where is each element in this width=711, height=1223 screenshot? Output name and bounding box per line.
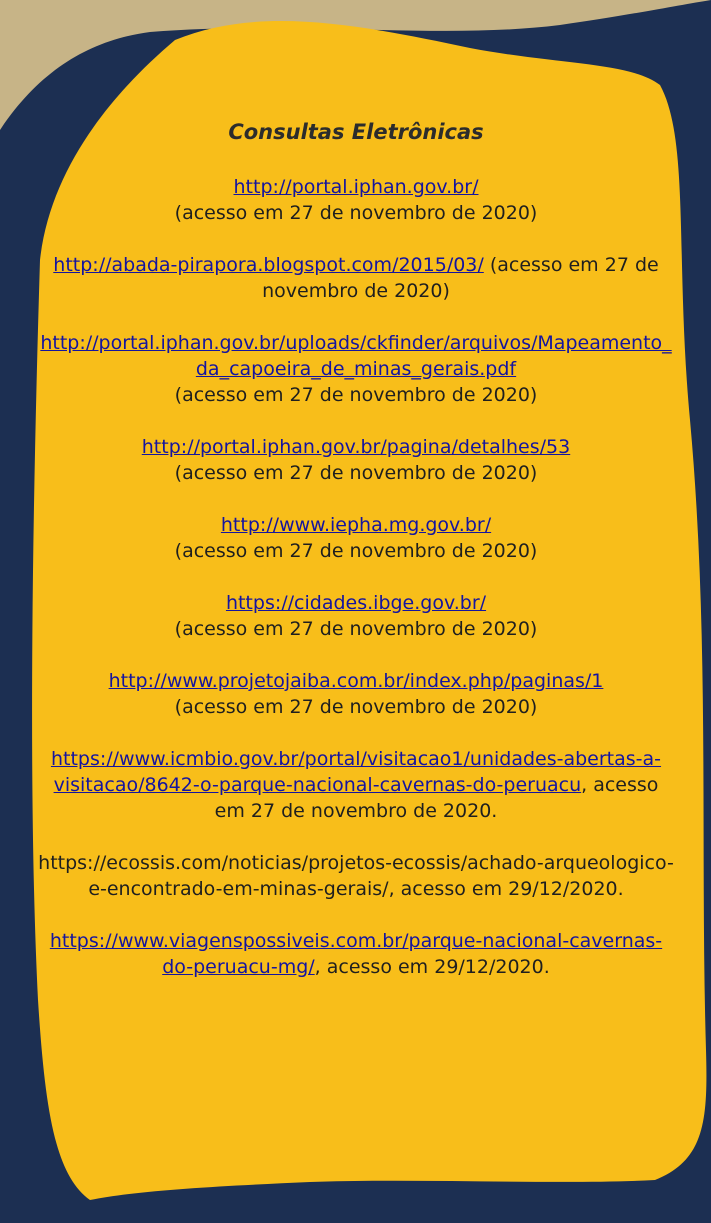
reference-entry xyxy=(36,590,676,642)
references-content xyxy=(36,118,676,1006)
access-note: (acesso em 27 de novembro de 2020) xyxy=(262,254,659,302)
reference-entry xyxy=(36,512,676,564)
access-note: (acesso em 27 de novembro de 2020) xyxy=(174,462,538,484)
reference-entry xyxy=(36,174,676,226)
reference-link[interactable]: http://www.iepha.mg.gov.br/ xyxy=(220,514,492,536)
reference-entry xyxy=(36,330,676,408)
reference-link[interactable]: http://portal.iphan.gov.br/pagina/detalhes/53 xyxy=(141,436,571,458)
reference-entry xyxy=(36,746,676,824)
reference-link[interactable]: http://portal.iphan.gov.br/ xyxy=(233,176,479,198)
reference-link[interactable]: https://cidades.ibge.gov.br/ xyxy=(225,592,487,614)
access-note: (acesso em 27 de novembro de 2020) xyxy=(174,540,538,562)
access-note: (acesso em 27 de novembro de 2020) xyxy=(174,696,538,718)
reference-link[interactable]: http://abada-pirapora.blogspot.com/2015/03/ xyxy=(53,254,484,276)
reference-link[interactable]: http://portal.iphan.gov.br/uploads/ckfinder/arquivos/Mapeamento_da_capoeira_de_minas_gerais.pdf xyxy=(40,332,672,380)
access-note: , acesso em 27 de novembro de 2020. xyxy=(214,774,659,822)
reference-entry xyxy=(36,252,676,304)
reference-link[interactable]: https://www.viagenspossiveis.com.br/parque-nacional-cavernas-do-peruacu-mg/ xyxy=(49,930,663,978)
access-note: (acesso em 27 de novembro de 2020) xyxy=(174,202,538,224)
reference-entry xyxy=(36,850,676,902)
access-note: (acesso em 27 de novembro de 2020) xyxy=(174,618,538,640)
reference-entry xyxy=(36,434,676,486)
reference-link[interactable]: http://www.projetojaiba.com.br/index.php/paginas/1 xyxy=(108,670,604,692)
reference-entry xyxy=(36,928,676,980)
reference-text: https://ecossis.com/noticias/projetos-ecossis/achado-arqueologico-e-encontrado-em-minas-gerais/, acesso em 29/12/2020. xyxy=(38,852,674,900)
access-note: , acesso em 29/12/2020. xyxy=(314,956,550,978)
reference-entry xyxy=(36,668,676,720)
reference-link[interactable]: https://www.icmbio.gov.br/portal/visitacao1/unidades-abertas-a-visitacao/8642-o-parque-nacional-cavernas-do-peruacu xyxy=(50,748,662,796)
page-title: Consultas Eletrônicas xyxy=(228,120,484,144)
access-note: (acesso em 27 de novembro de 2020) xyxy=(174,384,538,406)
